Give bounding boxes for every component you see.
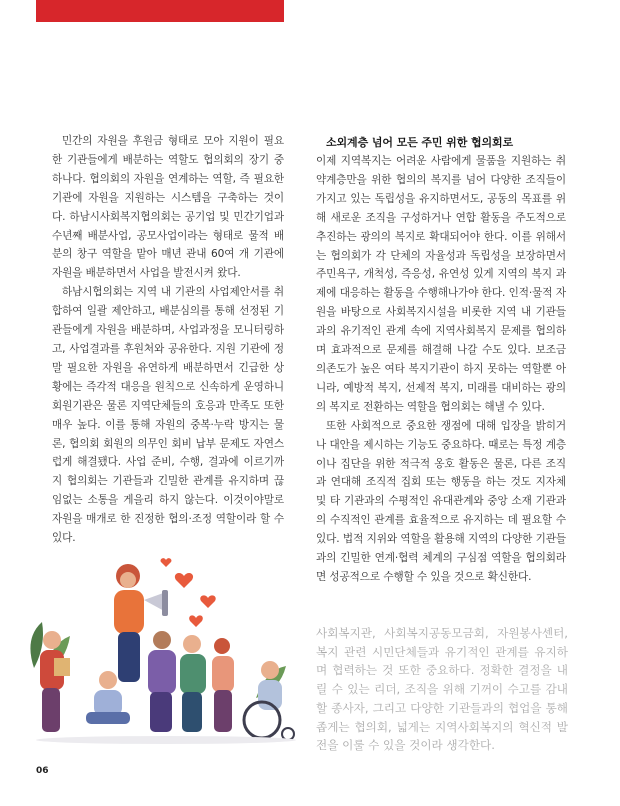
body-paragraph: 하남시협의회는 지역 내 기관의 사업제안서를 취합하여 일괄 제안하고, 배분심의를 통해 선정된 기관들에게 자원을 배분하며, 사업과정을 모니터링하고, 사업결과를 후원처와 공유한다. 지원 기관에 정말 필요한 자원을 유연하게 배분하면서 긴급한 상황에는 즉각적 대응을 원칙으로 신속하게 운영하니 회원기관은 물론 지역단체들의 호응과 만족도 또한 매우 높다. 이를 통해 자원의 중복·누락 방지는 물론, 협의회 회원의 의무인 회비 납부 문제도 자연스럽게 해결됐다. 사업 준비, 수행, 결과에 이르기까지 협의회는 기관들과 긴밀한 관계를 유지하며 끊임없는 소통을 게을리 하지 않는다. 이것이야말로 자원을 매개로 한 진정한 협의·조정 역할이라 할 수 있다.: [52, 286, 284, 545]
section-heading: 소외계층 넘어 모든 주민 위한 협의회로: [326, 136, 514, 149]
pull-quote: 사회복지관, 사회복지공동모금회, 자원봉사센터, 복지 관련 시민단체들과 유기적인 관계를 유지하며 협력하는 것 또한 중요하다. 정확한 결정을 내릴 수 있는 리더, 조직을 위해 기꺼이 수고를 감내할 종사자, 그리고 다양한 기관들과의 협업을 통해 좁게는 협의회, 넓게는 지역사회복지의 혁신적 발전을 이룰 수 있을 것이라 생각한다.: [316, 626, 568, 753]
heart-icon: [189, 615, 203, 627]
community-illustration: [16, 548, 302, 748]
heart-icon: [175, 573, 193, 588]
page-number: 06: [36, 766, 49, 776]
header-accent-bar: [36, 0, 284, 22]
body-paragraph: 또한 사회적으로 중요한 쟁점에 대해 입장을 밝히거나 대안을 제시하는 기능도 중요하다. 때로는 특정 계층이나 집단을 위한 적극적 옹호 활동은 물론, 다른 조직과 연대해 조직적 집회 또는 행동을 하는 것도 지자체 및 타 기관과의 수평적인 유대관계와 중앙 소재 기관과의 수직적인 관계를 효율적으로 유지하는 데 필요할 수 있다. 법적 지위와 역할을 활용해 지역의 다양한 기관들과의 긴밀한 연계·협력 체계의 구심점 역할을 협의회라면 성공적으로 수행할 수 있을 것으로 확신한다.: [316, 419, 566, 583]
left-column: [52, 132, 284, 548]
body-paragraph: 이제 지역복지는 어려운 사람에게 물품을 지원하는 취약계층만을 위한 협의의 복지를 넘어 다양한 조직들이 가지고 있는 독립성을 유지하면서도, 공동의 목표를 위해 새로운 조직을 구성하거나 연합 활동을 주도적으로 추진하는 광의의 복지로 확대되어야 한다. 이를 위해서는 협의회가 각 단체의 자율성과 독립성을 보장하면서 주민욕구, 개척성, 즉응성, 유연성 있게 지역의 복지 과제에 대응하는 활동을 수행해나가야 한다. 인적·물적 자원을 바탕으로 사회복지시설을 비롯한 지역 내 기관들과의 유기적인 관계 속에 지역사회복지 문제를 협의하며 효과적으로 문제를 해결해 나갈 수도 있다. 보조금 의존도가 높은 여타 복지기관이 하지 못하는 역할뿐 아니라, 예방적 복지, 선제적 복지, 미래를 대비하는 광의의 복지로 전환하는 역할을 협의회는 해낼 수 있다.: [316, 155, 566, 413]
body-paragraph: 민간의 자원을 후원금 형태로 모아 지원이 필요한 기관들에게 배분하는 역할도 협의회의 장기 중 하나다. 협의회의 자원을 연계하는 역할, 즉 필요한 기관에 자원을 지원하는 시스템을 구축하는 것이다. 하남시사회복지협의회는 공기업 및 민간기업과 수년째 배분사업, 공모사업이라는 형태로 물적 배분의 창구 역할을 맡아 매년 관내 60여 개 기관에 자원을 배분하면서 사업을 발전시켜 왔다.: [52, 135, 284, 280]
heart-icon: [200, 595, 215, 608]
heart-icon: [161, 558, 172, 567]
right-column: [316, 134, 566, 587]
